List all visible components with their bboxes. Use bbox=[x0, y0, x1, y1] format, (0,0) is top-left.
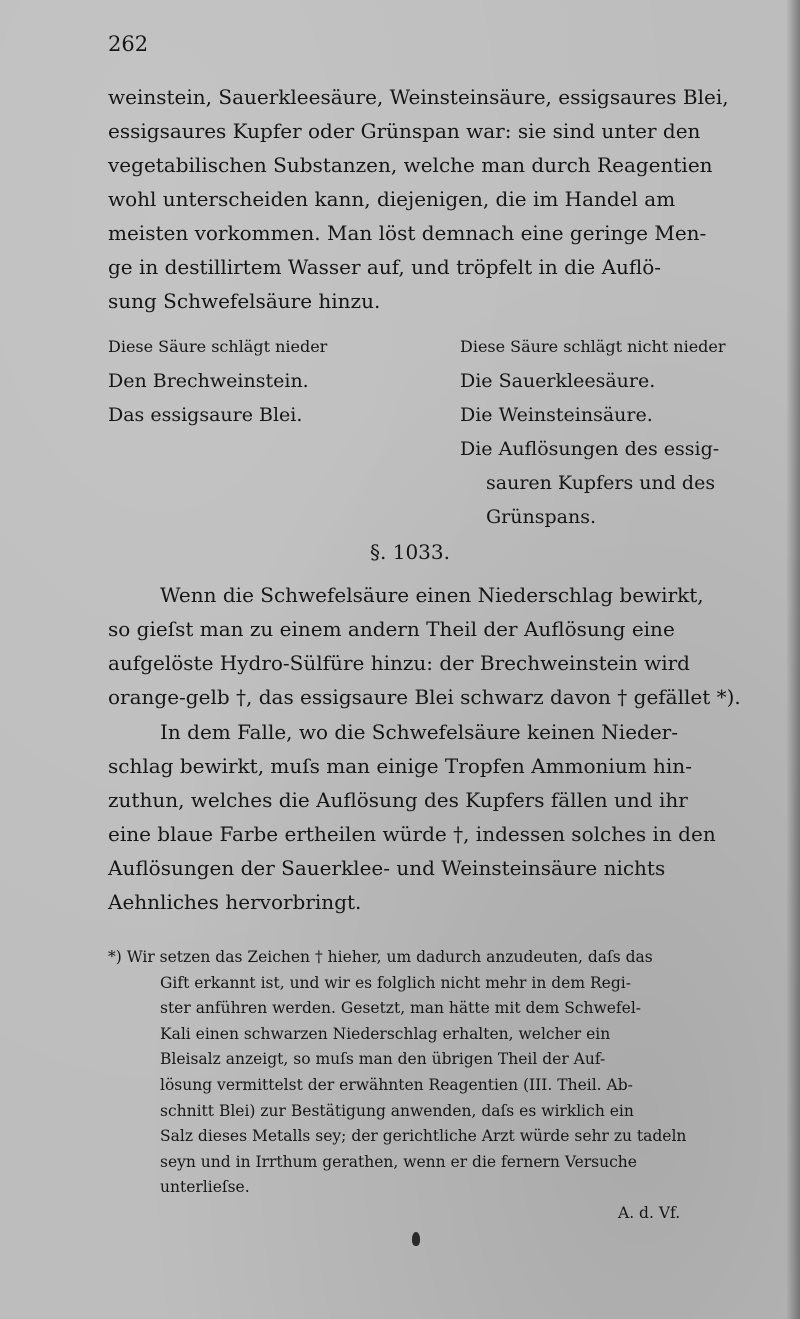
right-column-item: Grünspans. bbox=[486, 506, 597, 528]
paragraph-line: orange-gelb †, das essigsaure Blei schwarz davon † gefället *). bbox=[108, 685, 741, 709]
intro-line: essigsaures Kupfer oder Grünspan war: sie sind unter den bbox=[108, 119, 701, 143]
right-column-item: Die Auflösungen des essig- bbox=[460, 438, 720, 460]
footnote-line: seyn und in Irrthum gerathen, wenn er die fernern Versuche bbox=[160, 1152, 637, 1171]
paragraph-line: In dem Falle, wo die Schwefelsäure keinen Nieder- bbox=[160, 720, 678, 744]
page-edge-shadow bbox=[786, 0, 800, 1319]
right-column-item: Die Weinsteinsäure. bbox=[460, 404, 653, 426]
paragraph-line: eine blaue Farbe ertheilen würde †, indessen solches in den bbox=[108, 822, 716, 846]
footnote-line: lösung vermittelst der erwähnten Reagentien (III. Theil. Ab- bbox=[160, 1075, 633, 1094]
footnote-line: unterlieſse. bbox=[160, 1178, 250, 1197]
footnote-line: Gift erkannt ist, und wir es folglich nicht mehr in dem Regi- bbox=[160, 973, 631, 992]
footnote-line: ster anführen werden. Gesetzt, man hätte mit dem Schwefel- bbox=[160, 999, 642, 1018]
paragraph-line: aufgelöste Hydro-Sülfüre hinzu: der Brechweinstein wird bbox=[108, 651, 690, 675]
ink-blot-mark bbox=[412, 1232, 420, 1246]
intro-line: sung Schwefelsäure hinzu. bbox=[108, 289, 381, 313]
intro-line: vegetabilischen Substanzen, welche man durch Reagentien bbox=[108, 153, 713, 177]
right-column-heading: Diese Säure schlägt nicht nieder bbox=[460, 337, 726, 356]
right-column-item: Die Sauerkleesäure. bbox=[460, 370, 656, 392]
paragraph-line: schlag bewirkt, muſs man einige Tropfen Ammonium hin- bbox=[108, 754, 692, 778]
intro-paragraph bbox=[108, 80, 760, 318]
intro-line: meisten vorkommen. Man löst demnach eine geringe Men- bbox=[108, 221, 707, 245]
right-column-item: sauren Kupfers und des bbox=[486, 472, 716, 494]
intro-line: wohl unterscheiden kann, diejenigen, die im Handel am bbox=[108, 187, 676, 211]
intro-line: ge in destillirtem Wasser auf, und tröpfelt in die Auflö- bbox=[108, 255, 662, 279]
footnote-signature: A. d. Vf. bbox=[618, 1203, 681, 1222]
page-number: 262 bbox=[108, 32, 149, 56]
precipitates-column bbox=[108, 330, 327, 432]
footnote bbox=[108, 945, 760, 1227]
paragraph-2 bbox=[108, 715, 760, 919]
paragraph-line: zuthun, welches die Auflösung des Kupfers fällen und ihr bbox=[108, 788, 688, 812]
paragraph-1 bbox=[108, 578, 760, 714]
footnote-line: Bleisalz anzeigt, so muſs man den übrigen Theil der Auf- bbox=[160, 1050, 606, 1069]
footnote-line: schnitt Blei) zur Bestätigung anwenden, daſs es wirklich ein bbox=[160, 1101, 634, 1120]
left-column-item: Den Brechweinstein. bbox=[108, 370, 309, 392]
paragraph-line: so gieſst man zu einem andern Theil der Auflösung eine bbox=[108, 617, 675, 641]
section-heading: §. 1033. bbox=[370, 540, 450, 564]
footnote-line: *) Wir setzen das Zeichen † hieher, um dadurch anzudeuten, daſs das bbox=[108, 948, 653, 966]
paragraph-line: Aehnliches hervorbringt. bbox=[108, 890, 362, 914]
paragraph-line: Wenn die Schwefelsäure einen Niederschlag bewirkt, bbox=[160, 583, 704, 607]
paragraph-line: Auflösungen der Sauerklee- und Weinsteinsäure nichts bbox=[108, 856, 666, 880]
no-precipitate-column bbox=[460, 330, 726, 534]
intro-line: weinstein, Sauerkleesäure, Weinsteinsäure, essigsaures Blei, bbox=[108, 85, 729, 109]
footnote-line: Kali einen schwarzen Niederschlag erhalten, welcher ein bbox=[160, 1024, 611, 1043]
left-column-item: Das essigsaure Blei. bbox=[108, 404, 303, 426]
footnote-line: Salz dieses Metalls sey; der gerichtliche Arzt würde sehr zu tadeln bbox=[160, 1127, 687, 1146]
left-column-heading: Diese Säure schlägt nieder bbox=[108, 337, 328, 356]
